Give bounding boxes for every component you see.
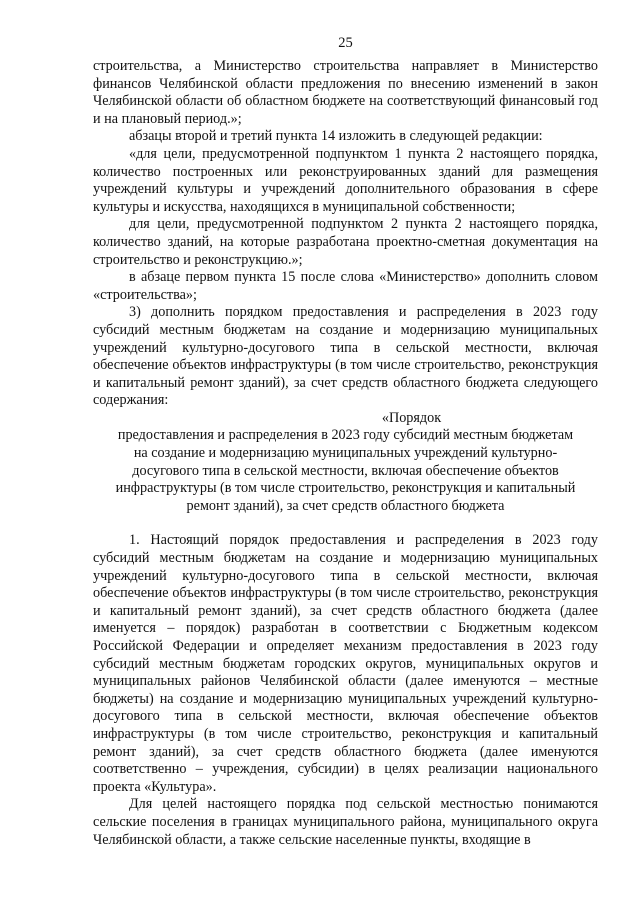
title-line-5: инфраструктуры (в том числе строительство, реконструкция и капитальный — [115, 480, 576, 497]
paragraph-5: в абзаце первом пункта 15 после слова «Министерство» дополнить словом «строительства»; — [93, 269, 598, 303]
title-line-2: предоставления и распределения в 2023 году субсидий местным бюджетам — [117, 427, 574, 444]
document-title — [93, 410, 598, 516]
page-number: 25 — [338, 35, 353, 51]
paragraph-6: 3) дополнить порядком предоставления и распределения в 2023 году субсидий местным бюджетам на создание и модернизацию муниципальных учреждений культурно-досугового типа в сельской местности, включая обеспечение объектов инфраструктуры (в том числе строительство, реконструкция и капитальный ремонт зданий), за счет средств областного бюджета следующего содержания: — [93, 304, 598, 409]
title-line-6: ремонт зданий), за счет средств областного бюджета — [186, 497, 505, 514]
paragraph-3: «для цели, предусмотренной подпунктом 1 пункта 2 настоящего порядка, количество построенных или реконструированных зданий для размещения учреждений культуры и учреждений дополнительного образования в сфере культуры и искусства, находящихся в муниципальной собственности; — [93, 145, 598, 215]
spacer — [93, 515, 598, 532]
paragraph-1: строительства, а Министерство строительства направляет в Министерство финансов Челябинской области предложения по внесению изменений в закон Челябинской области об областном бюджете на соответствующий финансовый год и на плановый период.»; — [93, 58, 598, 127]
paragraph-8: Для целей настоящего порядка под сельской местностью понимаются сельские поселения в границах муниципального района, муниципального округа Челябинской области, а также сельские населенные пункты, входящие в — [93, 796, 598, 848]
paragraph-2: абзацы второй и третий пункта 14 изложить в следующей редакции: — [129, 128, 543, 145]
paragraph-7: 1. Настоящий порядок предоставления и распределения в 2023 году субсидий местным бюджетам на создание и модернизацию муниципальных учреждений культурно-досугового типа в сельской местности, включая обеспечение объектов инфраструктуры (в том числе строительство, реконструкция и капитальный ремонт зданий), за счет средств областного бюджета (далее именуется – порядок) разработан в соответствии с Бюджетным кодексом Российской Федерации и определяет механизм предоставления в 2023 году субсидий местным бюджетам городских округов, муниципальных округов и муниципальных районов Челябинской области (далее именуются – местные бюджеты) на создание и модернизацию муниципальных учреждений культурно-досугового типа в сельской местности, включая обеспечение объектов инфраструктуры (в том числе строительство, реконструкция и капитальный ремонт зданий), за счет средств областного бюджета (далее именуются соответственно – учреждения, субсидии) в целях реализации национального проекта «Культура». — [93, 532, 598, 795]
title-line-4: досугового типа в сельской местности, включая обеспечение объектов — [132, 462, 559, 479]
title-line-3: на создание и модернизацию муниципальных учреждений культурно- — [133, 445, 558, 462]
title-line-1: «Порядок — [381, 409, 442, 426]
paragraph-4: для цели, предусмотренной подпунктом 2 пункта 2 настоящего порядка, количество зданий, на которые разработана проектно-сметная документация на строительство и реконструкцию.»; — [93, 216, 598, 268]
